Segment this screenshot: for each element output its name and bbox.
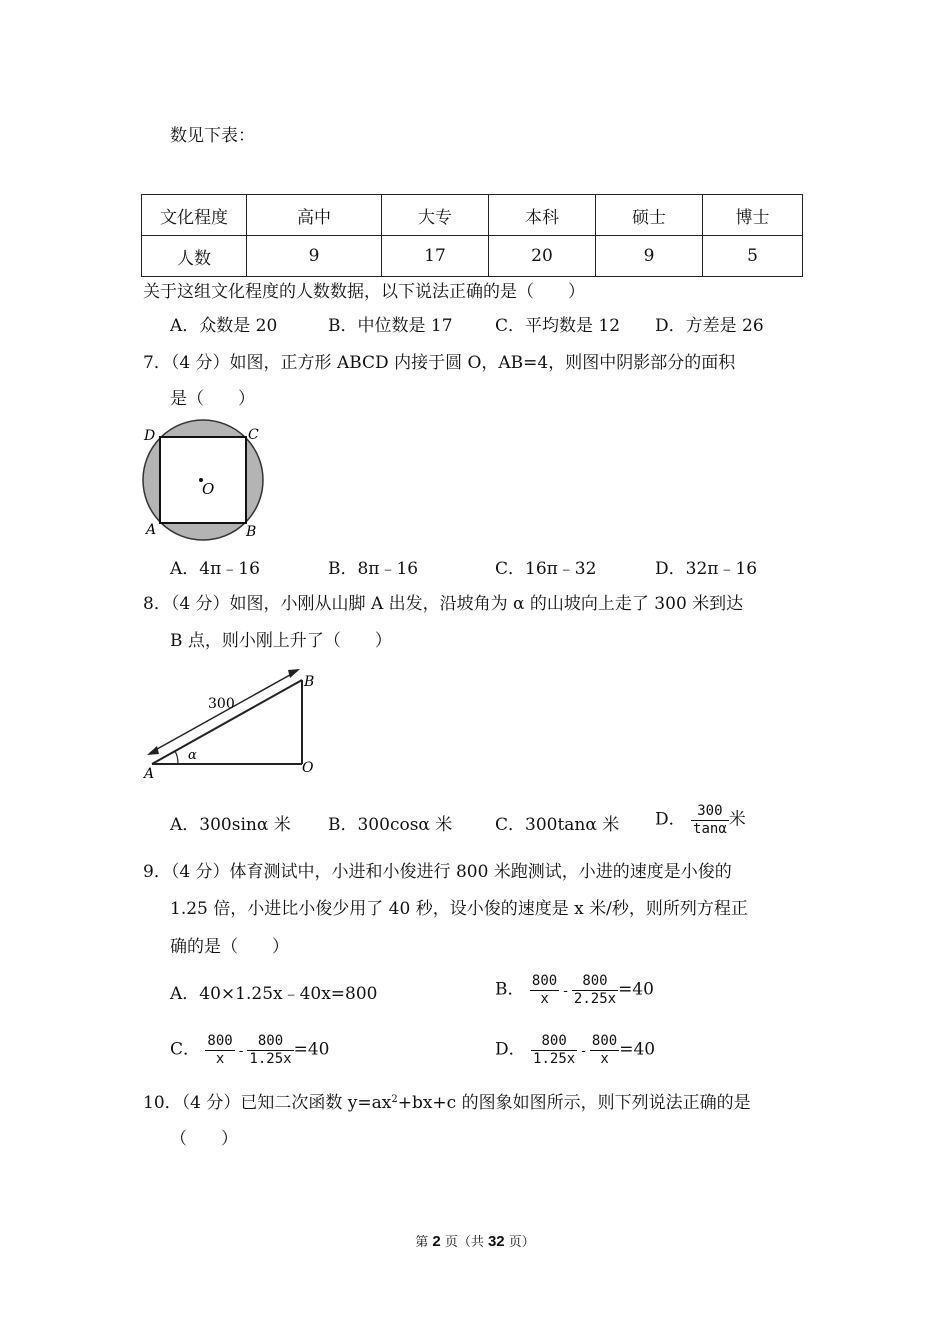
table-cell: 17 — [382, 236, 489, 277]
slope-line — [152, 680, 302, 764]
fraction — [205, 1034, 234, 1066]
fraction-denominator: tanα — [693, 820, 727, 837]
label-a: A — [146, 522, 157, 538]
q10-stem-line2: （ ） — [170, 1129, 238, 1149]
equation-rhs: =40 — [618, 979, 654, 1000]
fraction — [572, 974, 618, 1006]
q10-exponent: 2 — [391, 1094, 398, 1105]
q7-circle-square-figure — [138, 418, 273, 542]
q9-option-d — [495, 1034, 655, 1066]
unit: 米 — [728, 809, 746, 830]
q9-stem-line1: 9．（4 分）体育测试中，小进和小俊进行 800 米跑测试，小进的速度是小俊的 — [143, 862, 732, 882]
education-table — [141, 194, 803, 277]
table-cell: 9 — [596, 236, 703, 277]
q8-slope-figure — [140, 668, 325, 783]
fraction-numerator: 300 — [691, 804, 729, 821]
q8-stem-line1: 8．（4 分）如图，小刚从山脚 A 出发，沿坡角为 α 的山坡向上走了 300 米到达 — [143, 594, 744, 614]
table-cell: 高中 — [247, 195, 382, 236]
label-a: A — [144, 766, 155, 782]
fraction-denominator: 1.25x — [249, 1050, 292, 1067]
fraction-denominator: 1.25x — [533, 1050, 576, 1067]
option-prefix: C． — [170, 1039, 201, 1060]
q6-option-a: A．众数是 20 — [170, 316, 278, 336]
q8-stem-line2: B 点，则小刚上升了（ ） — [170, 631, 392, 651]
q6-option-b: B．中位数是 17 — [328, 316, 453, 336]
table-cell: 20 — [489, 236, 596, 277]
fraction-numerator: 800 — [531, 1034, 577, 1051]
label-o: O — [302, 760, 314, 776]
fraction-denominator: 2.25x — [573, 990, 617, 1007]
fraction — [530, 974, 559, 1006]
angle-label: α — [188, 748, 197, 763]
table-cell: 文化程度 — [142, 195, 247, 236]
q6-option-d: D．方差是 26 — [655, 316, 764, 336]
fraction — [531, 1034, 577, 1066]
equation-rhs: =40 — [293, 1039, 330, 1060]
table-cell: 5 — [703, 236, 803, 277]
fraction — [590, 1034, 619, 1066]
q10-stem-line1 — [143, 1095, 751, 1112]
q7-option-c: C．16π﹣32 — [495, 559, 597, 579]
label-o: O — [202, 480, 215, 498]
option-prefix: B． — [495, 979, 525, 1000]
q7-option-b: B．8π﹣16 — [328, 559, 419, 579]
dimension-line — [150, 671, 297, 753]
q6-option-c: C．平均数是 12 — [495, 316, 621, 336]
arrow-head-left — [147, 746, 159, 755]
table-cell: 人数 — [142, 236, 247, 277]
table-header-row — [142, 195, 803, 236]
q9-option-c — [170, 1034, 329, 1066]
q7-option-d: D．32π﹣16 — [655, 559, 758, 579]
q6-stem: 关于这组文化程度的人数数据，以下说法正确的是（ ） — [143, 282, 585, 302]
q10-stem-pre: 10．（4 分）已知二次函数 y=ax — [143, 1093, 392, 1113]
q8-option-c: C．300tanα 米 — [495, 815, 620, 835]
page-number: 2 — [432, 1233, 441, 1250]
fraction — [691, 804, 729, 836]
q9-option-a: A．40×1.25x﹣40x=800 — [170, 984, 378, 1004]
q8-option-b: B．300cosα 米 — [328, 815, 453, 835]
q10-stem-post: +bx+c 的图象如图所示，则下列说法正确的是 — [397, 1093, 751, 1113]
label-b: B — [304, 674, 315, 690]
table-cell: 博士 — [703, 195, 803, 236]
q9-option-b — [495, 974, 654, 1006]
minus-sign: - — [581, 1043, 586, 1059]
total-pages: 32 — [487, 1233, 505, 1250]
footer-pre: 第 — [415, 1235, 433, 1250]
label-d: D — [144, 428, 156, 444]
q9-stem-line3: 确的是（ ） — [170, 937, 289, 957]
q7-stem-line1: 7．（4 分）如图，正方形 ABCD 内接于圆 O，AB=4，则图中阴影部分的面积 — [143, 353, 736, 373]
label-c: C — [248, 427, 259, 443]
minus-sign: - — [238, 1043, 244, 1059]
table-cell: 本科 — [489, 195, 596, 236]
label-b: B — [246, 524, 257, 540]
footer-mid: 页（共 — [440, 1235, 488, 1250]
table-row — [142, 236, 803, 277]
table-cell: 大专 — [382, 195, 489, 236]
fraction-numerator: 800 — [207, 1033, 233, 1049]
option-prefix: D． — [655, 809, 686, 830]
fraction-numerator: 800 — [531, 973, 558, 989]
fraction-denominator: x — [215, 1050, 225, 1067]
fraction-denominator: x — [600, 1050, 609, 1067]
fraction-numerator: 800 — [247, 1034, 293, 1051]
minus-sign: - — [563, 983, 568, 999]
table-cell: 硕士 — [596, 195, 703, 236]
q8-option-d — [655, 804, 746, 836]
page-footer — [0, 1231, 950, 1250]
equation-rhs: =40 — [619, 1039, 656, 1060]
option-prefix: D． — [495, 1039, 526, 1060]
fraction-numerator: 800 — [572, 974, 618, 991]
fraction — [247, 1034, 293, 1066]
q7-option-a: A．4π﹣16 — [170, 559, 260, 579]
intro-text: 数见下表： — [170, 126, 255, 146]
fraction-denominator: x — [540, 990, 549, 1007]
q9-stem-line2: 1.25 倍，小进比小俊少用了 40 秒，设小俊的速度是 x 米/秒，则所列方程正 — [170, 899, 748, 919]
footer-post: 页） — [504, 1235, 535, 1250]
length-label: 300 — [208, 696, 235, 712]
fraction-numerator: 800 — [591, 1033, 618, 1049]
q7-stem-line2: 是（ ） — [170, 389, 255, 409]
table-cell: 9 — [247, 236, 382, 277]
angle-arc — [175, 751, 178, 764]
q8-option-a: A．300sinα 米 — [170, 815, 291, 835]
arrow-head-right — [288, 669, 300, 678]
